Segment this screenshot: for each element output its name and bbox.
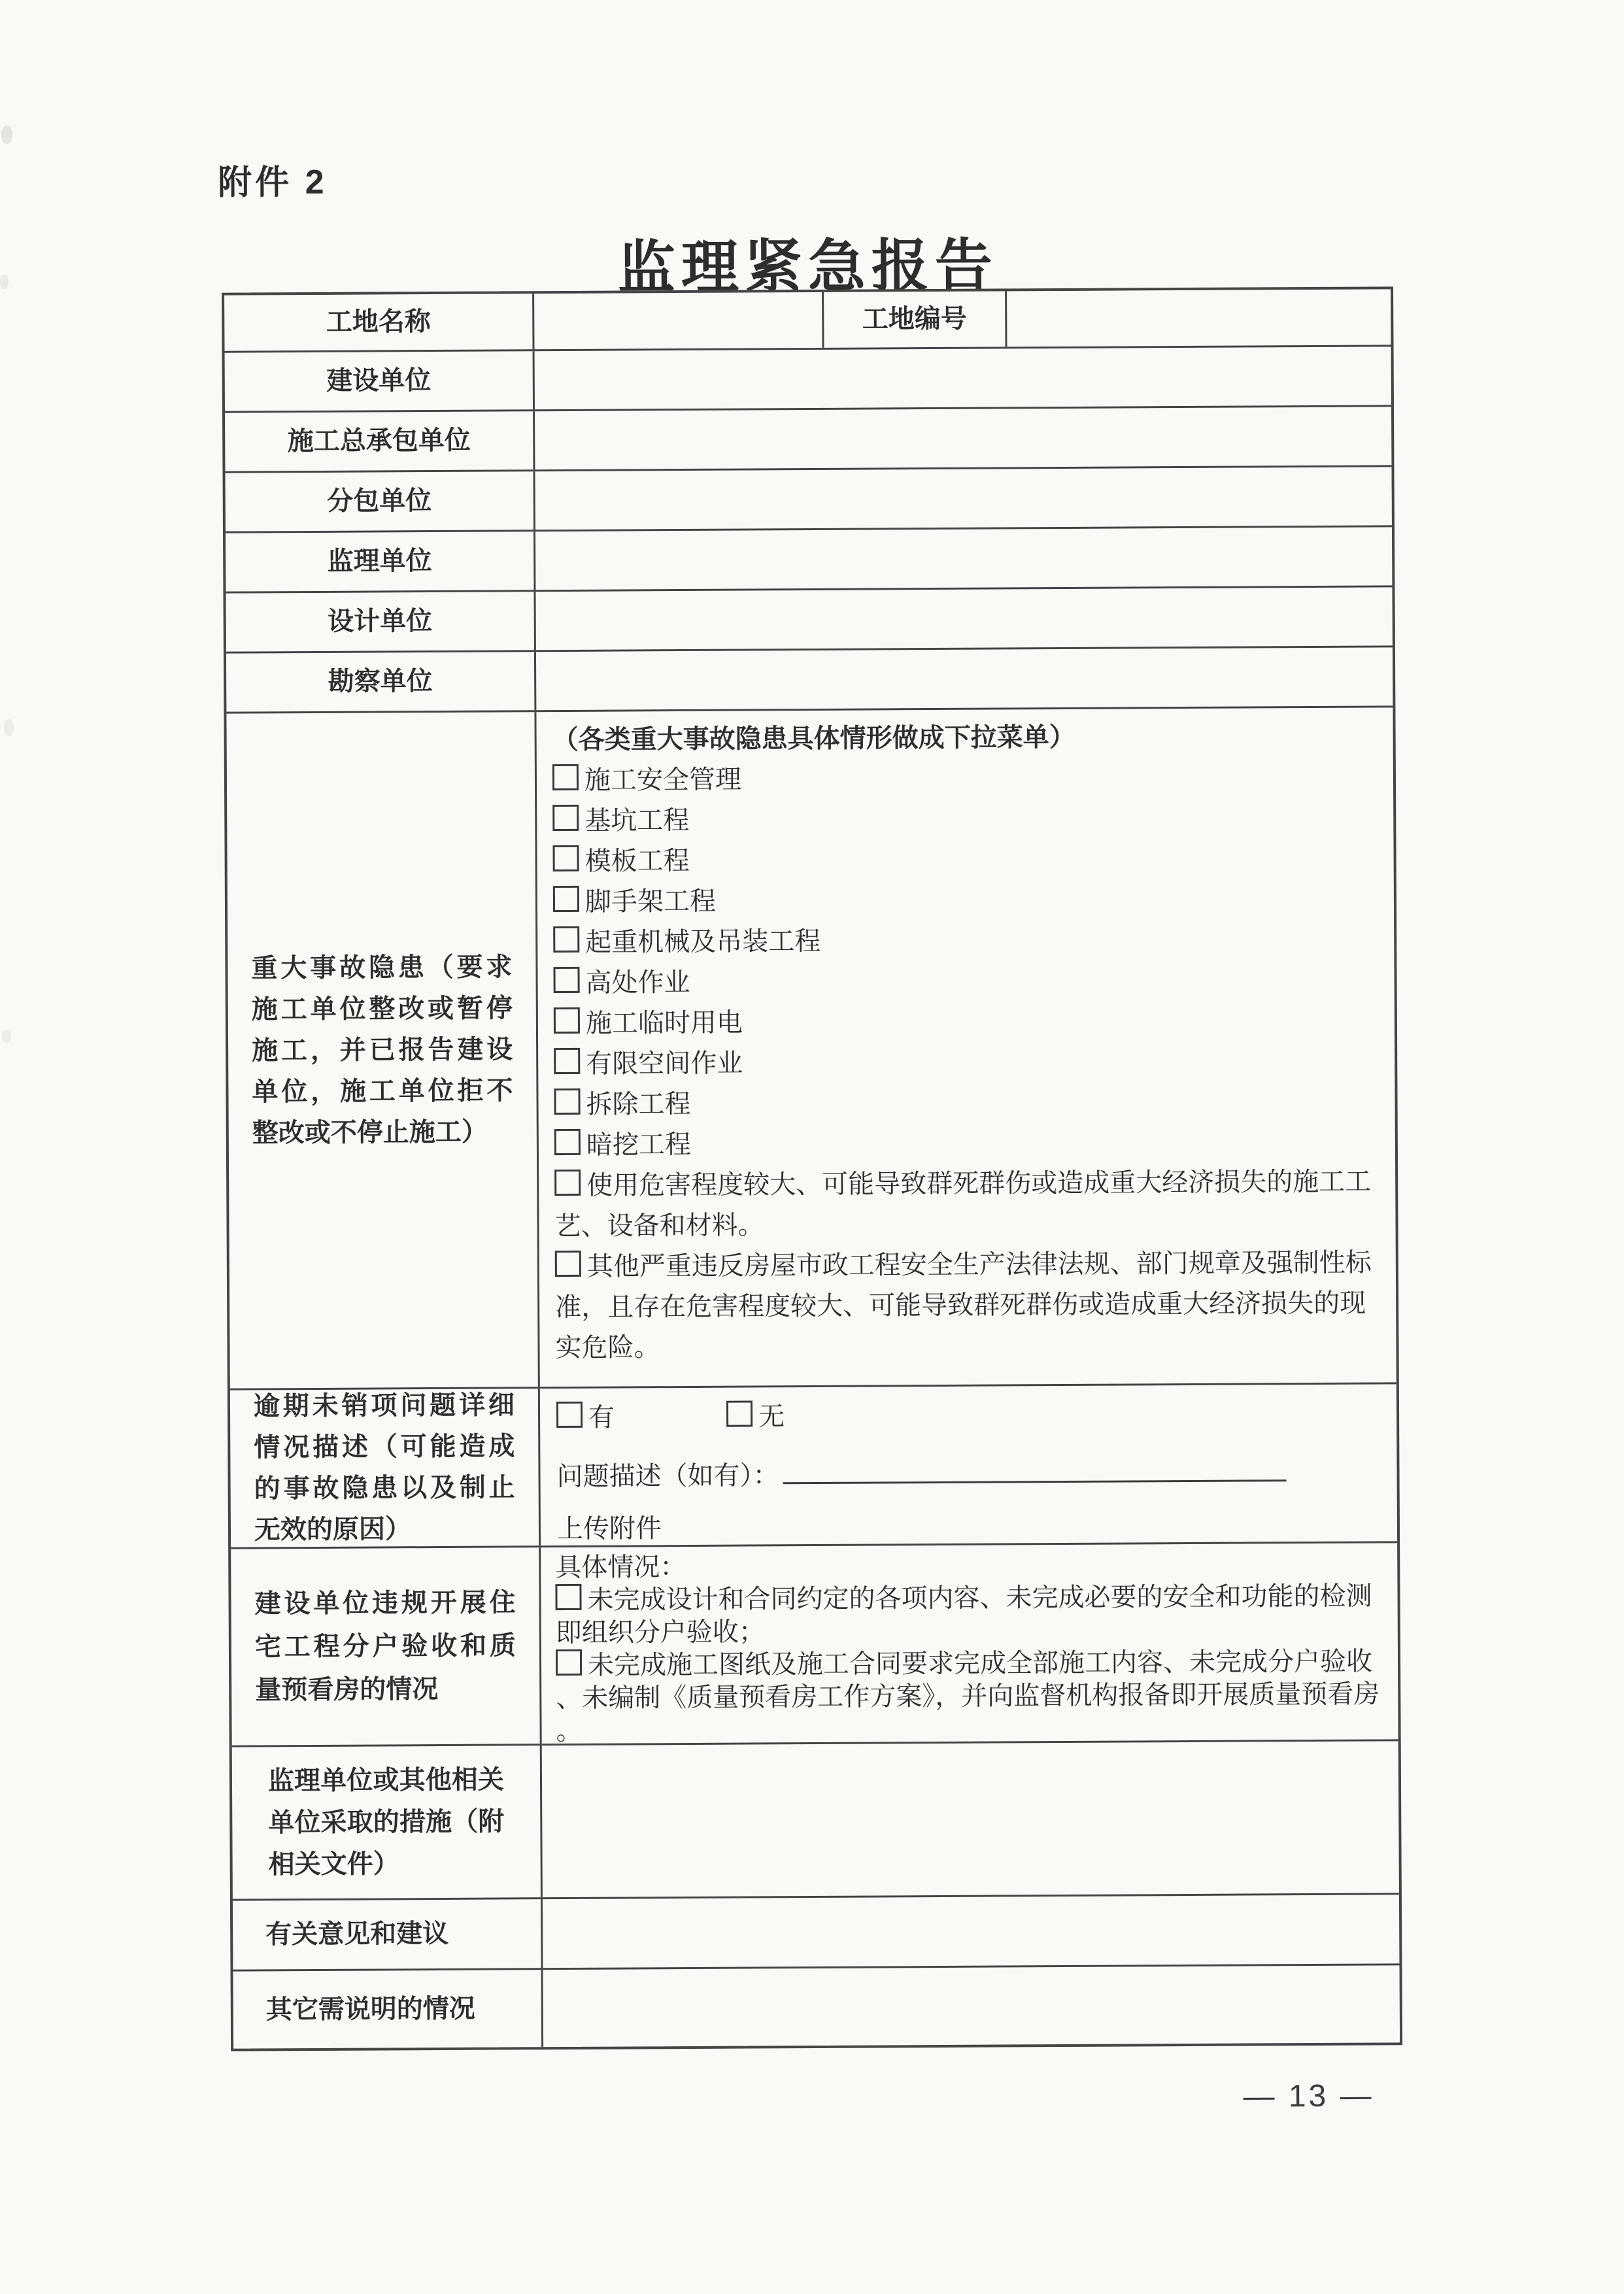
overdue-cell [540, 1384, 1397, 1545]
acceptance-option: 未完成施工图纸及施工合同要求完成全部施工内容、未完成分户验收、未编制《质量预看房工作方案》，并向监督机构报备即开展质量预看房。 [556, 1647, 1380, 1746]
checkbox-icon[interactable] [554, 1129, 581, 1155]
hazard-label: 重大事故隐患（要求施工单位整改或暂停施工，并已报告建设单位，施工单位拒不整改或不停止施工） [226, 712, 539, 1388]
table-row [226, 585, 1392, 651]
survey-unit-label: 勘察单位 [226, 652, 536, 711]
site-name-label: 工地名称 [224, 294, 534, 350]
supervision-report-form [222, 286, 1402, 2051]
other-label: 其它需说明的情况 [233, 1970, 544, 2048]
opinions-row [233, 1893, 1400, 1969]
table-row [225, 405, 1391, 471]
hazard-option: 脚手架工程 [553, 877, 1383, 922]
hazard-option: 起重机械及吊装工程 [553, 918, 1383, 963]
table-row [226, 525, 1392, 591]
hazard-options-cell [536, 707, 1396, 1387]
checkbox-icon[interactable] [554, 1170, 581, 1196]
checkbox-icon[interactable] [553, 926, 579, 953]
checkbox-icon[interactable] [552, 764, 579, 790]
measures-label: 监理单位或其他相关单位采取的措施（附相关文件） [232, 1746, 543, 1898]
hazard-option: 施工安全管理 [552, 756, 1383, 801]
page-number: — 13 — [1243, 2078, 1374, 2114]
site-code-label: 工地编号 [824, 291, 1007, 347]
other-row [233, 1963, 1400, 2048]
table-row [225, 465, 1391, 531]
supervision-unit-label: 监理单位 [226, 531, 535, 591]
opinions-label: 有关意见和建议 [233, 1899, 543, 1969]
hazard-option: 暗挖工程 [554, 1121, 1385, 1166]
checkbox-icon[interactable] [555, 1251, 581, 1277]
acceptance-row [231, 1541, 1398, 1745]
hazard-option: 有限空间作业 [554, 1039, 1384, 1085]
overdue-yes-option: 有 [556, 1404, 615, 1432]
problem-description-label: 问题描述（如有）： [556, 1461, 779, 1492]
problem-description-line [556, 1451, 1380, 1493]
checkbox-icon[interactable] [553, 886, 579, 912]
other-field[interactable] [543, 1965, 1400, 2047]
site-info-row [224, 289, 1391, 350]
hazard-option: 使用危害程度较大、可能导致群死群伤或造成重大经济损失的施工工艺、设备和材料。 [554, 1167, 1372, 1241]
hazard-dropdown-note: （各类重大事故隐患具体情形做成下拉菜单） [552, 722, 1075, 755]
hazard-option: 高处作业 [553, 958, 1383, 1004]
checkbox-icon[interactable] [726, 1400, 753, 1426]
supervision-unit-field[interactable] [535, 527, 1392, 590]
hazard-option: 模板工程 [552, 837, 1383, 882]
general-contractor-field[interactable] [535, 407, 1391, 469]
survey-unit-field[interactable] [536, 647, 1393, 710]
overdue-label: 逾期未销项问题详细情况描述（可能造成的事故隐患以及制止无效的原因） [230, 1389, 541, 1547]
measures-row [232, 1739, 1399, 1898]
general-contractor-label: 施工总承包单位 [225, 411, 535, 471]
acceptance-option: 未完成设计和合同约定的各项内容、未完成必要的安全和功能的检测即组织分户验收； [555, 1581, 1372, 1648]
attachment-label: 附件 2 [218, 163, 328, 202]
site-code-field[interactable] [1007, 289, 1391, 346]
hazard-option: 拆除工程 [554, 1080, 1384, 1125]
opinions-field[interactable] [543, 1895, 1400, 1968]
overdue-yesno-line [556, 1397, 1380, 1434]
checkbox-icon[interactable] [552, 805, 579, 831]
problem-description-blank[interactable] [783, 1452, 1286, 1484]
design-unit-label: 设计单位 [226, 592, 535, 651]
page-title: 监理紧急报告 [617, 233, 999, 300]
hazard-row [226, 705, 1396, 1388]
hazard-option: 施工临时用电 [554, 999, 1384, 1044]
construction-unit-label: 建设单位 [225, 351, 535, 411]
table-row [225, 345, 1391, 411]
checkbox-icon[interactable] [555, 1584, 581, 1610]
site-name-field[interactable] [534, 292, 824, 349]
table-row [226, 645, 1393, 711]
measures-field[interactable] [542, 1741, 1399, 1897]
overdue-row [230, 1382, 1397, 1547]
checkbox-icon[interactable] [552, 845, 579, 871]
subcontractor-label: 分包单位 [226, 471, 535, 531]
overdue-no-option: 无 [726, 1402, 785, 1431]
acceptance-cell [541, 1543, 1398, 1744]
checkbox-icon[interactable] [554, 1007, 580, 1034]
acceptance-intro: 具体情况： [555, 1553, 686, 1583]
acceptance-label: 建设单位违规开展住宅工程分户验收和质量预看房的情况 [231, 1547, 542, 1745]
subcontractor-field[interactable] [535, 467, 1392, 530]
hazard-option: 基坑工程 [552, 796, 1383, 841]
checkbox-icon[interactable] [554, 1048, 580, 1074]
checkbox-icon[interactable] [556, 1402, 583, 1428]
checkbox-icon[interactable] [554, 1088, 580, 1115]
design-unit-field[interactable] [535, 587, 1392, 650]
checkbox-icon[interactable] [553, 967, 579, 993]
upload-attachment-link[interactable]: 上传附件 [556, 1514, 662, 1544]
construction-unit-field[interactable] [535, 346, 1391, 409]
hazard-option: 其他严重违反房屋市政工程安全生产法律法规、部门规章及强制性标准，且存在危害程度较大、可能导致群死群伤或造成重大经济损失的现实危险。 [555, 1248, 1372, 1363]
checkbox-icon[interactable] [556, 1649, 582, 1676]
